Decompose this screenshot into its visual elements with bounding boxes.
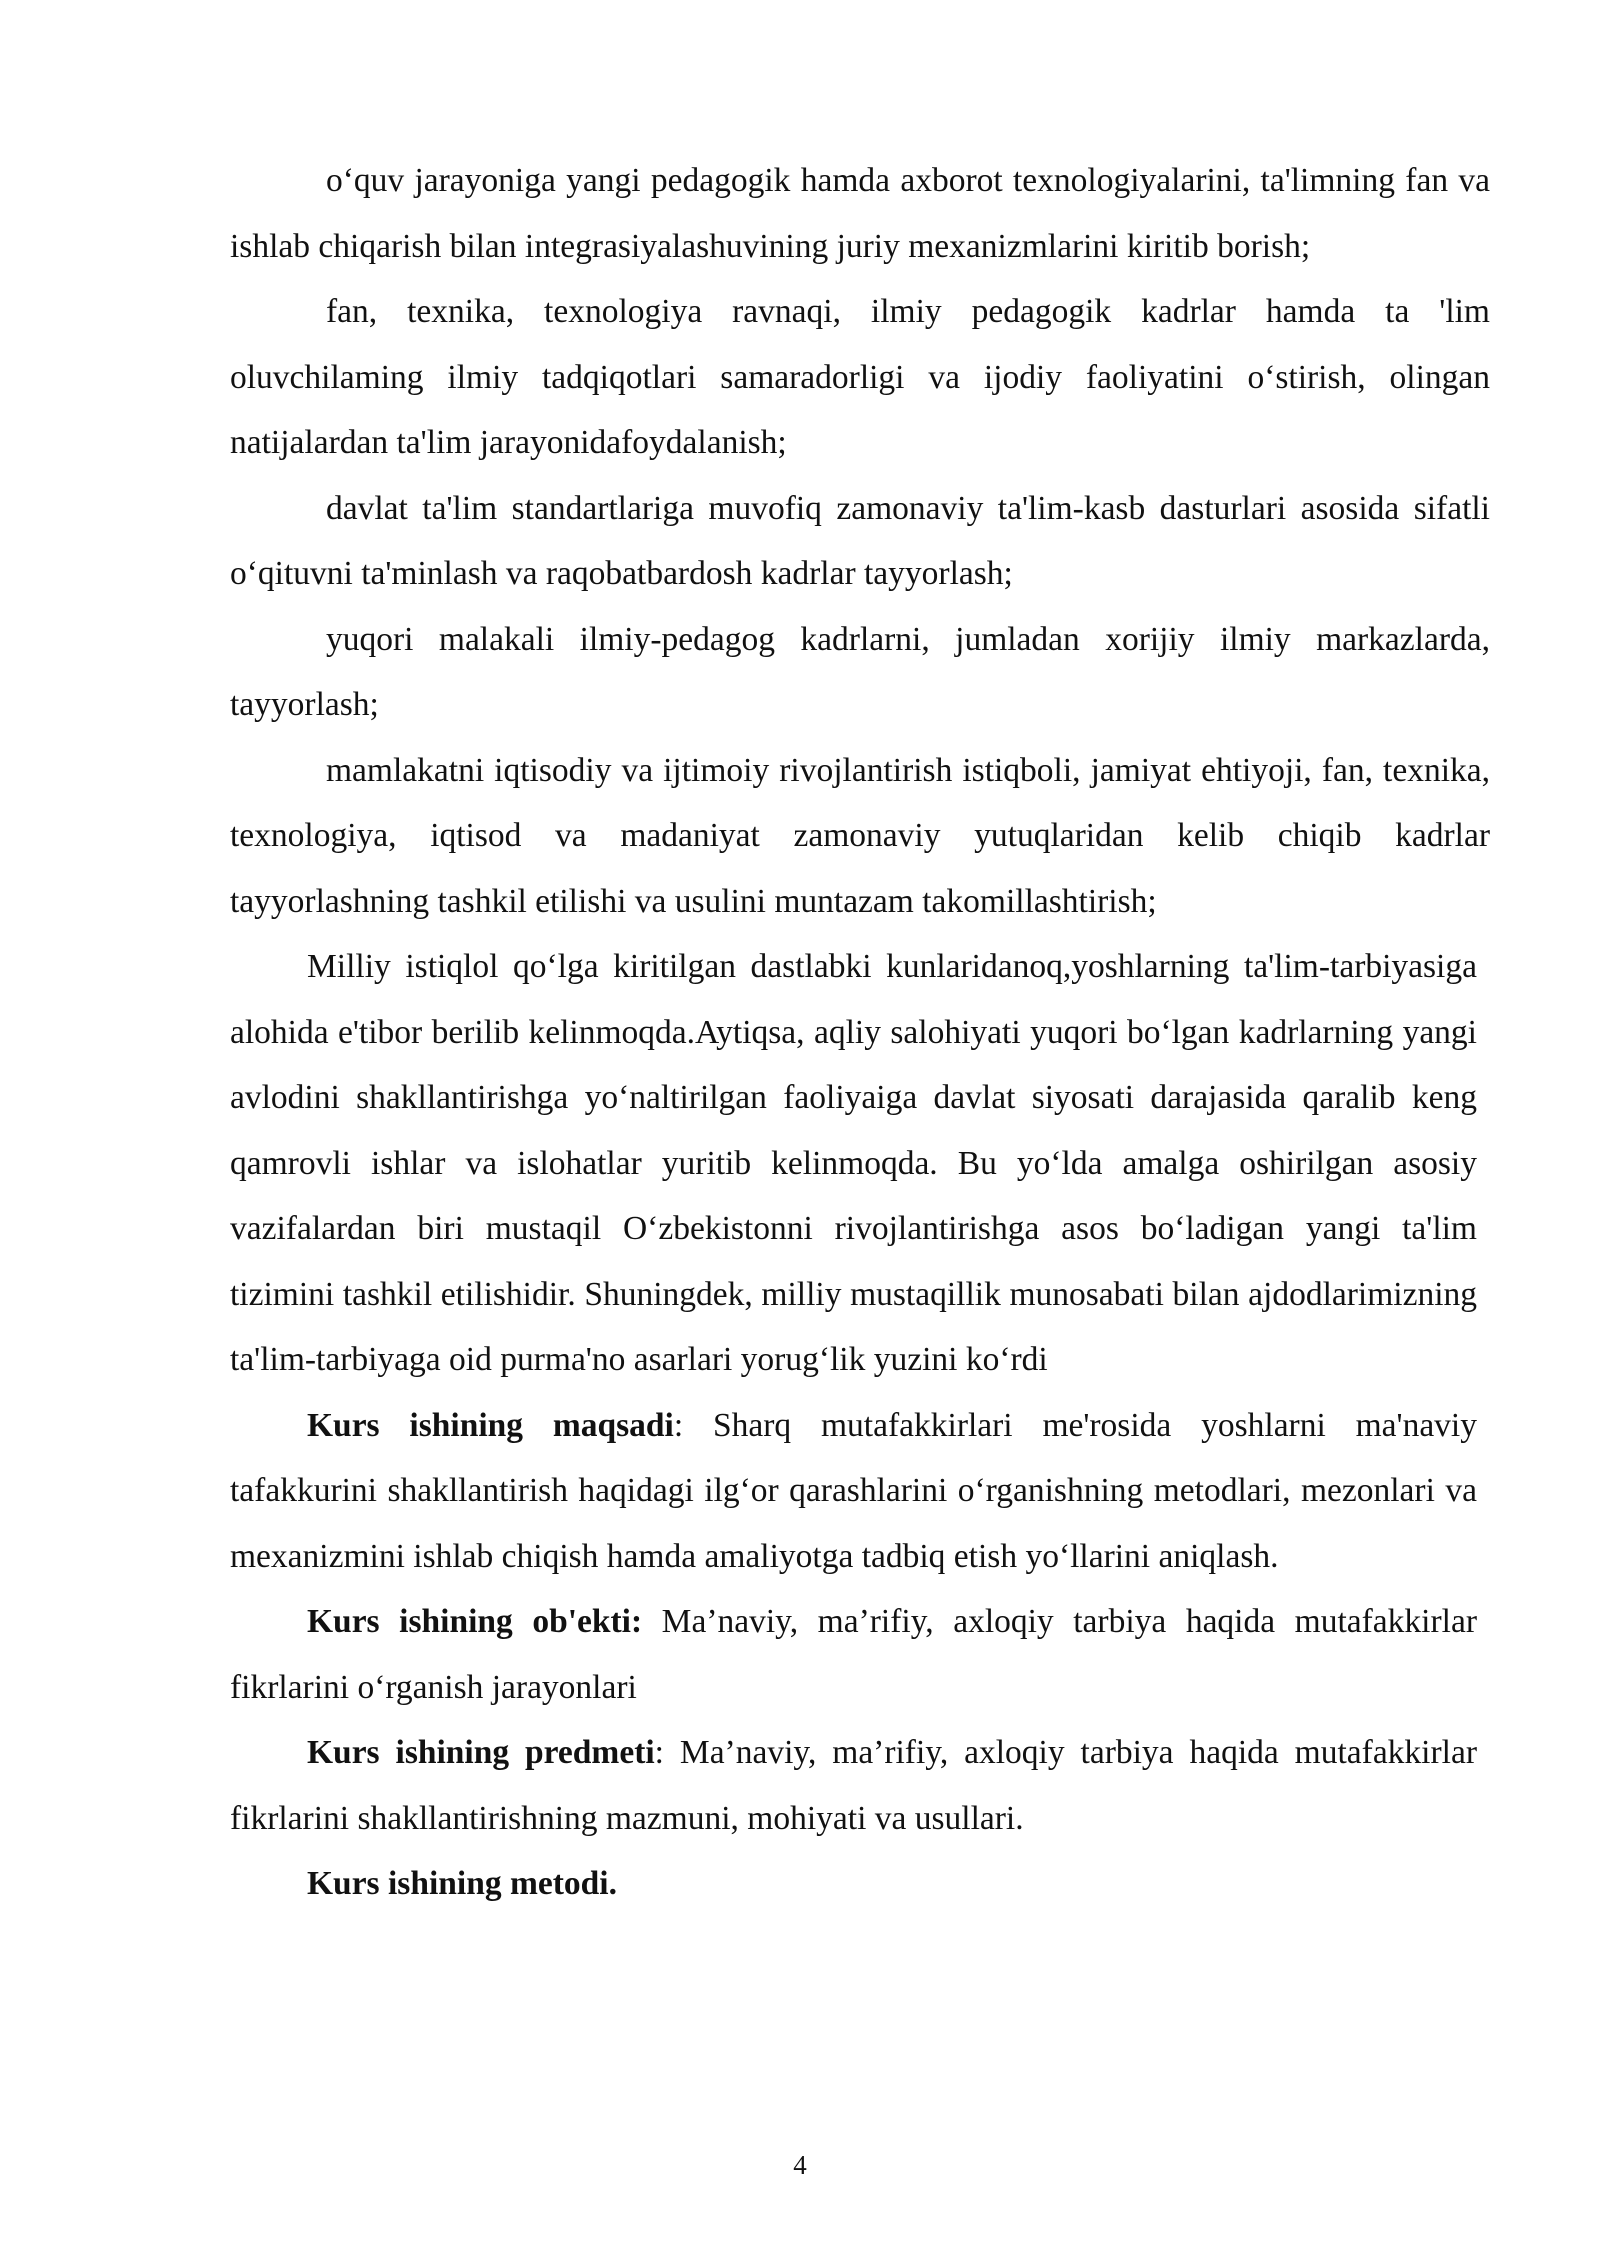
section-method [230,1851,1477,1917]
body-paragraph: mamlakatni iqtisodiy va ijtimoiy rivojlantirish istiqboli, jamiyat ehtiyoji, fan, texnika, texnologiya, iqtisod va madaniyat zamonaviy yutuqlaridan kelib chiqib kadrlar tayyorlashning tashkil etilishi va usulini muntazam takomillashtirish; [230,751,1490,920]
document-page [230,148,1490,1917]
section-text: Ma’naviy, ma’rifiy, axloqiy tarbiya haqida mutafakkirlar fikrlarini shakllantirishning mazmuni, mohiyati va usullari. [230,1734,1477,1837]
section-text: Ma’naviy, ma’rifiy, axloqiy tarbiya haqida mutafakkirlar fikrlarini o‘rganish jarayonlari [230,1603,1477,1706]
section-separator: : [654,1734,664,1771]
body-paragraph: Milliy istiqlol qo‘lga kiritilgan dastlabki kunlaridanoq,yoshlarning ta'lim-tarbiyasiga alohida e'tibor berilib kelinmoqda.Aytiqsa, aqliy salohiyati yuqori bo‘lgan kadrlarning yangi avlodini shakllantirishga yo‘naltirilgan faoliyaiga davlat siyosati darajasida qaralib keng qamrovli ishlar va islohatlar yuritib kelinmoqda. Bu yo‘lda amalga oshirilgan asosiy vazifalardan biri mustaqil O‘zbekistonni rivojlantirishga asos bo‘ladigan yangi ta'lim tizimini tashkil etilishidir. Shuningdek, milliy mustaqillik munosabati bilan ajdodlarimizning ta'lim-tarbiyaga oid purma'no asarlari yorug‘lik yuzini ko‘rdi [230,948,1477,1378]
body-paragraph: fan, texnika, texnologiya ravnaqi, ilmiy pedagogik kadrlar hamda ta 'lim oluvchilaming ilmiy tadqiqotlari samaradorligi va ijodiy faoliyatini o‘stirish, olingan natijalardan ta'lim jarayonidafoydalanish; [230,293,1490,461]
section-label: Kurs ishining maqsadi [307,1406,674,1444]
body-paragraph: davlat ta'lim standartlariga muvofiq zamonaviy ta'lim-kasb dasturlari asosida sifatli o‘qituvni ta'minlash va raqobatbardosh kadrlar tayyorlash; [230,489,1490,592]
section-subject [230,1720,1477,1851]
section-goal [230,1393,1477,1590]
body-paragraph: yuqori malakali ilmiy-pedagog kadrlarni, jumladan xorijiy ilmiy markazlarda, tayyorlash; [230,620,1490,723]
section-label: Kurs ishining metodi. [307,1865,617,1902]
section-label: Kurs ishining predmeti [307,1734,655,1771]
page-number: 4 [793,2150,807,2180]
section-object [230,1589,1477,1720]
section-text: Sharq mutafakkirlari me'rosida yoshlarni ma'naviy tafakkurini shakllantirish haqidagi ilg‘or qarashlarini o‘rganishning metodlari, mezonlari va mexanizmini ishlab chiqish hamda amaliyotga tadbiq etish yo‘llarini aniqlash. [230,1406,1477,1575]
section-separator: : [673,1406,684,1444]
section-label: Kurs ishining ob'ekti: [307,1603,643,1640]
body-paragraph: o‘quv jarayoniga yangi pedagogik hamda axborot texnologiyalarini, ta'limning fan va ishlab chiqarish bilan integrasiyalashuvining juriy mexanizmlarini kiritib borish; [230,162,1490,265]
